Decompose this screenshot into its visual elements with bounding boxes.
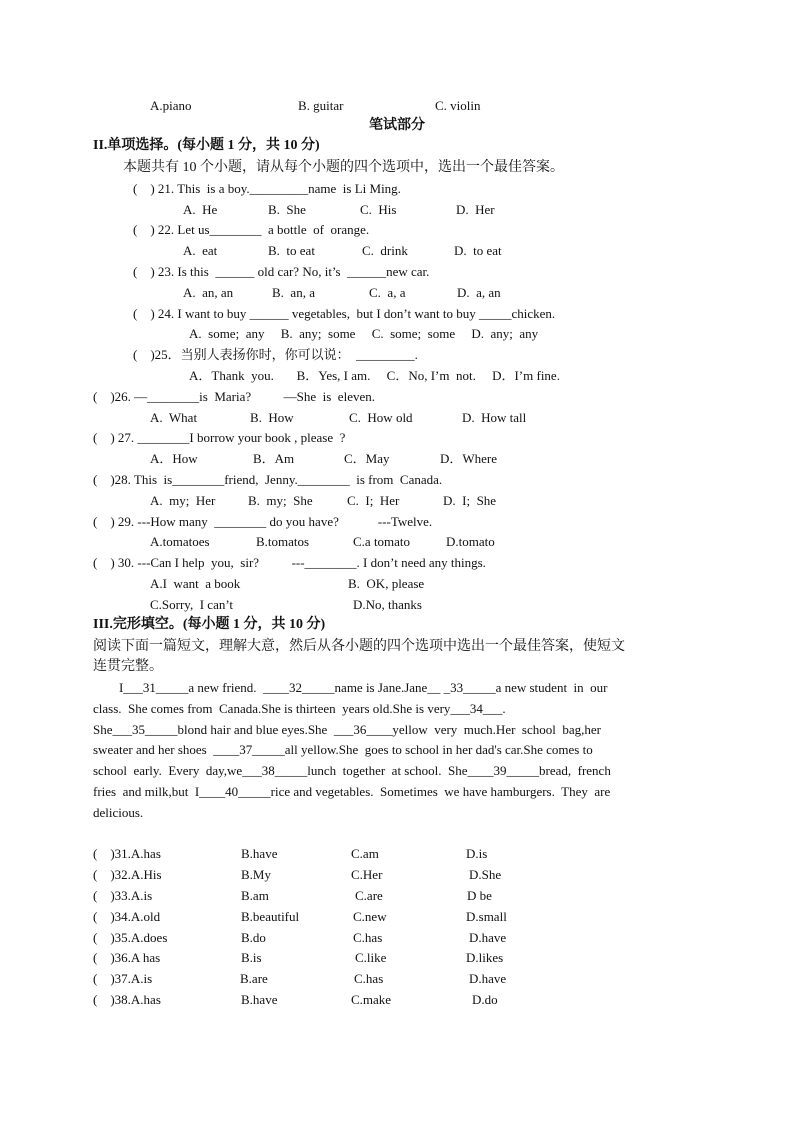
passage-line: school early. Every day,we___38_____lunch together at school. She____39_____bread, french: [93, 763, 611, 778]
q22-option-a: A. eat: [183, 243, 218, 258]
cloze-item-option-d: D.likes: [466, 950, 504, 965]
cloze-item-option-c: C.new: [353, 909, 387, 924]
q21-option-c: C. His: [360, 202, 397, 217]
passage-line: fries and milk,but I____40_____rice and vegetables. Sometimes we have hamburgers. They are: [93, 784, 611, 799]
cloze-item-option-c: C.are: [355, 888, 383, 903]
cloze-item-question: ( )34.A.old: [93, 909, 161, 924]
cloze-item-option-b: B.do: [241, 930, 266, 945]
q28-option-c: C. I; Her: [347, 493, 400, 508]
section-3-heading: III.完形填空。(每小题 1 分，共 10 分): [93, 617, 326, 632]
cloze-item-option-c: C.am: [351, 846, 379, 861]
q26-option-d: D. How tall: [462, 410, 527, 425]
q23-option-c: C. a, a: [369, 285, 406, 300]
q26-option-b: B. How: [250, 410, 294, 425]
q22-option-d: D. to eat: [454, 243, 502, 258]
q23-option-b: B. an, a: [272, 285, 315, 300]
q22-option-b: B. to eat: [268, 243, 315, 258]
cloze-item-option-b: B.am: [241, 888, 269, 903]
cloze-item-option-b: B.My: [241, 867, 271, 882]
q29-option-d: D.tomato: [446, 534, 495, 549]
q23-option-d: D. a, an: [457, 285, 501, 300]
q21-option-b: B. She: [268, 202, 306, 217]
cloze-item-question: ( )31.A.has: [93, 846, 161, 861]
cloze-item-question: ( )37.A.is: [93, 971, 153, 986]
q28-option-b: B. my; She: [248, 493, 313, 508]
cloze-item-option-c: C.make: [351, 992, 392, 1007]
q28-option-a: A. my; Her: [150, 493, 216, 508]
cloze-item-question: ( )35.A.does: [93, 930, 168, 945]
q22-stem: ( ) 22. Let us________ a bottle of orange.: [133, 222, 370, 237]
cloze-item-question: ( )36.A has: [93, 950, 161, 965]
q22-option-c: C. drink: [362, 243, 408, 258]
q25-stem: ( )25．当别人表扬你时，你可以说： _________.: [133, 347, 418, 362]
cloze-item-option-b: B.have: [241, 992, 278, 1007]
cloze-item-option-b: B.is: [241, 950, 262, 965]
q24-options: A. some; any B. any; some C. some; some D. any; any: [189, 326, 539, 341]
prev-option-b: B. guitar: [298, 98, 344, 113]
q23-stem: ( ) 23. Is this ______ old car? No, it’s ______new car.: [133, 264, 430, 279]
q29-option-a: A.tomatoes: [150, 534, 210, 549]
q30-option-a: A.I want a book: [150, 576, 241, 591]
cloze-item-option-d: D.is: [466, 846, 488, 861]
passage-line: class. She comes from Canada.She is thirteen years old.She is very___34___.: [93, 701, 506, 716]
cloze-item-option-d: D.have: [469, 971, 507, 986]
q27-option-a: A．How: [150, 451, 198, 466]
cloze-item-question: ( )33.A.is: [93, 888, 153, 903]
q21-option-a: A. He: [183, 202, 218, 217]
q24-stem: ( ) 24. I want to buy ______ vegetables, but I don’t want to buy _____chicken.: [133, 306, 556, 321]
cloze-item-option-b: B.beautiful: [241, 909, 300, 924]
cloze-item-option-d: D.have: [469, 930, 507, 945]
cloze-item-option-d: D.small: [466, 909, 507, 924]
cloze-item-option-c: C.Her: [351, 867, 383, 882]
cloze-item-option-d: D.do: [472, 992, 498, 1007]
q21-option-d: D. Her: [456, 202, 495, 217]
q26-option-a: A. What: [150, 410, 198, 425]
section-2-instruction: 本题共有 10 个小题，请从每个小题的四个选项中，选出一个最佳答案。: [123, 160, 564, 175]
q28-option-d: D. I; She: [443, 493, 497, 508]
q30-option-b: B. OK, please: [348, 576, 425, 591]
prev-option-a: A.piano: [150, 98, 192, 113]
q26-stem: ( )26. —________is Maria? —She is eleven.: [93, 389, 375, 404]
passage-line: I___31_____a new friend. ____32_____name is Jane.Jane__ _33_____a new student in our: [93, 680, 608, 695]
written-section-title: 笔试部分: [369, 118, 425, 133]
cloze-item-option-d: D be: [467, 888, 492, 903]
passage-line: delicious.: [93, 805, 144, 820]
q30-option-d: D.No, thanks: [353, 597, 422, 612]
cloze-item-option-c: C.has: [354, 971, 384, 986]
q27-option-b: B．Am: [253, 451, 295, 466]
cloze-item-option-c: C.has: [353, 930, 383, 945]
q26-option-c: C. How old: [349, 410, 413, 425]
section-3-instruction-line-1: 阅读下面一篇短文，理解大意，然后从各小题的四个选项中选出一个最佳答案，使短文: [93, 639, 625, 654]
q29-option-c: C.a tomato: [353, 534, 411, 549]
q23-option-a: A. an, an: [183, 285, 234, 300]
q25-options: A．Thank you. B．Yes, I am. C．No, I’m not. D．I’m fine.: [189, 368, 560, 383]
cloze-item-question: ( )38.A.has: [93, 992, 161, 1007]
cloze-item-option-b: B.have: [241, 846, 278, 861]
q27-option-c: C．May: [344, 451, 390, 466]
q30-stem: ( ) 30. ---Can I help you, sir? ---________. I don’t need any things.: [93, 555, 486, 570]
q21-stem: ( ) 21. This is a boy._________name is Li Ming.: [133, 181, 401, 196]
q30-option-c: C.Sorry, I can’t: [150, 597, 234, 612]
prev-option-c: C. violin: [435, 98, 481, 113]
cloze-item-question: ( )32.A.His: [93, 867, 162, 882]
cloze-item-option-d: D.She: [469, 867, 502, 882]
passage-line: sweater and her shoes ____37_____all yellow.She goes to school in her dad's car.She comes to: [93, 742, 593, 757]
section-3-instruction-line-2: 连贯完整。: [93, 659, 163, 674]
passage-line: She___35_____blond hair and blue eyes.She ___36____yellow very much.Her school bag,her: [93, 722, 601, 737]
q27-option-d: D．Where: [440, 451, 498, 466]
q28-stem: ( )28. This is________friend, Jenny.________ is from Canada.: [93, 472, 443, 487]
q27-stem: ( ) 27. ________I borrow your book , please ?: [93, 430, 346, 445]
cloze-item-option-c: C.like: [355, 950, 387, 965]
cloze-item-option-b: B.are: [240, 971, 268, 986]
section-2-heading: II.单项选择。(每小题 1 分，共 10 分): [93, 138, 320, 153]
q29-option-b: B.tomatos: [256, 534, 310, 549]
q29-stem: ( ) 29. ---How many ________ do you have? ---Twelve.: [93, 514, 433, 529]
